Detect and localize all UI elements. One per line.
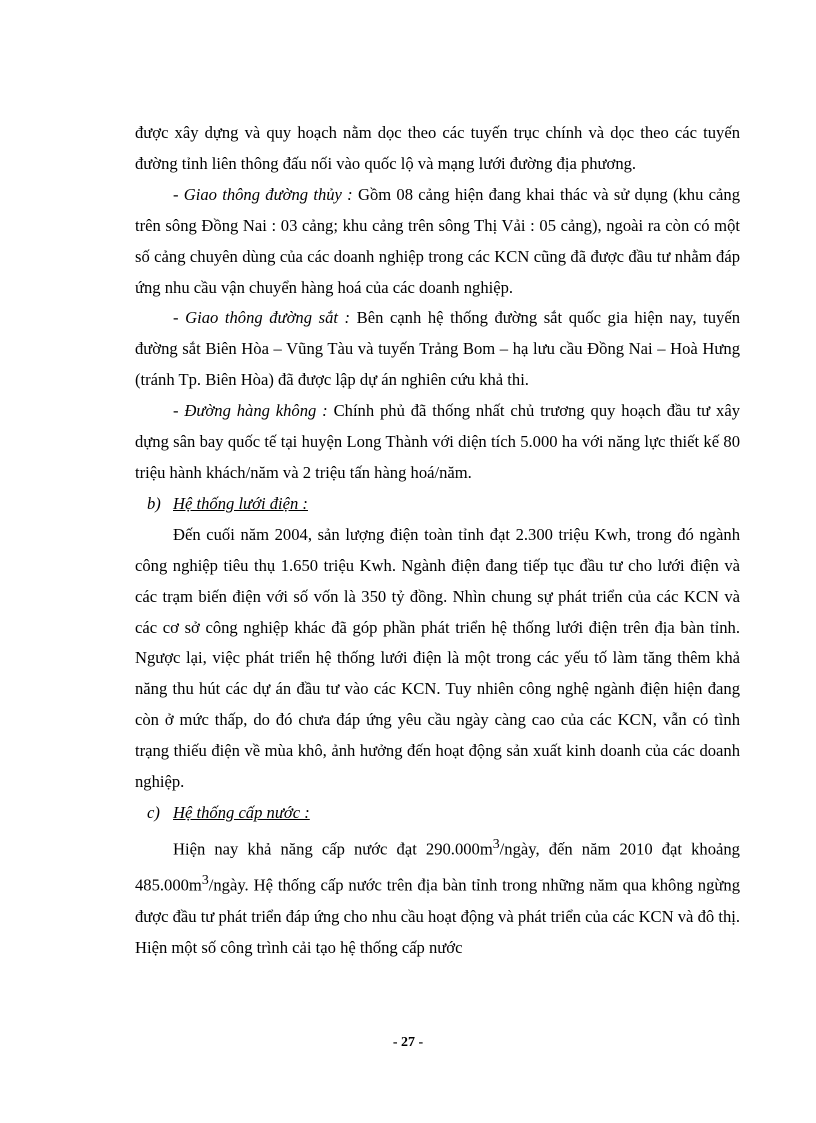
paragraph-waterway bbox=[135, 180, 740, 304]
water-supply-text-2: /ngày, đến năm 2010 đạt khoảng 485.000m bbox=[135, 839, 740, 895]
airway-label: - Đường hàng không : bbox=[173, 401, 328, 421]
paragraph-railway bbox=[135, 303, 740, 396]
railway-text: Bên cạnh hệ thống đường sắt quốc gia hiện nay, tuyến đường sắt Biên Hòa – Vũng Tàu và tuyến Trảng Bom – hạ lưu cầu Đồng Nai – Hoà Hưng (tránh Tp. Biên Hòa) đã được lập dự án nghiên cứu khả thi. bbox=[135, 308, 740, 390]
superscript-2: 3 bbox=[201, 872, 209, 888]
paragraph-power-grid: Đến cuối năm 2004, sản lượng điện toàn tỉnh đạt 2.300 triệu Kwh, trong đó ngành công nghiệp tiêu thụ 1.650 triệu Kwh. Ngành điện đang tiếp tục đầu tư cho lưới điện và các trạm biến điện với số vốn là 350 tỷ đồng. Nhìn chung sự phát triển của các KCN và các cơ sở công nghiệp khác đã góp phần phát triển hệ thống lưới điện trên địa bàn tỉnh. Ngược lại, việc phát triển hệ thống lưới điện là một trong các yếu tố làm tăng thêm khả năng thu hút các dự án đầu tư vào các KCN. Tuy nhiên công nghệ ngành điện hiện đang còn ở mức thấp, do đó chưa đáp ứng yêu cầu ngày càng cao của các KCN, vẫn có tình trạng thiếu điện về mùa khô, ảnh hưởng đến hoạt động sản xuất kinh doanh của các doanh nghiệp. bbox=[135, 524, 740, 792]
heading-power-grid bbox=[135, 489, 740, 520]
page-body bbox=[135, 118, 740, 964]
paragraph-road-continuation: được xây dựng và quy hoạch nằm dọc theo các tuyến trục chính và dọc theo các tuyến đường tỉnh liên thông đấu nối vào quốc lộ và mạng lưới đường địa phương. bbox=[135, 123, 740, 173]
superscript-1: 3 bbox=[492, 835, 500, 851]
heading-c-letter: c) bbox=[147, 802, 160, 822]
waterway-text: Gồm 08 cảng hiện đang khai thác và sử dụng (khu cảng trên sông Đồng Nai : 03 cảng; khu cảng trên sông Thị Vải : 05 cảng), ngoài ra còn có một số cảng chuyên dùng của các doanh nghiệp trong các KCN cũng đã được đầu tư nhằm đáp ứng nhu cầu vận chuyển hàng hoá của các doanh nghiệp. bbox=[135, 184, 740, 297]
waterway-label: - Giao thông đường thủy : bbox=[173, 184, 353, 204]
airway-text: Chính phủ đã thống nhất chủ trương quy hoạch đầu tư xây dựng sân bay quốc tế tại huyện Long Thành với diện tích 5.000 ha với năng lực thiết kế 80 triệu hành khách/năm và 2 triệu tấn hàng hoá/năm. bbox=[135, 401, 740, 482]
page-number: - 27 - bbox=[392, 1035, 424, 1050]
water-supply-text-1: Hiện nay khả năng cấp nước đạt 290.000m bbox=[173, 839, 493, 859]
paragraph-airway bbox=[135, 396, 740, 489]
heading-water-supply bbox=[135, 798, 740, 829]
heading-c-title: Hệ thống cấp nước : bbox=[173, 802, 310, 822]
railway-label: - Giao thông đường sắt : bbox=[173, 308, 351, 328]
heading-b-title: Hệ thống lưới điện : bbox=[173, 493, 308, 513]
heading-b-letter: b) bbox=[147, 493, 161, 513]
water-supply-text-3: /ngày. Hệ thống cấp nước trên địa bàn tỉnh trong những năm qua không ngừng được đầu tư phát triển đáp ứng cho nhu cầu hoạt động và phát triển của các KCN và đô thị. Hiện một số công trình cải tạo hệ thống cấp nước bbox=[135, 875, 740, 957]
paragraph-water-supply bbox=[135, 829, 740, 964]
